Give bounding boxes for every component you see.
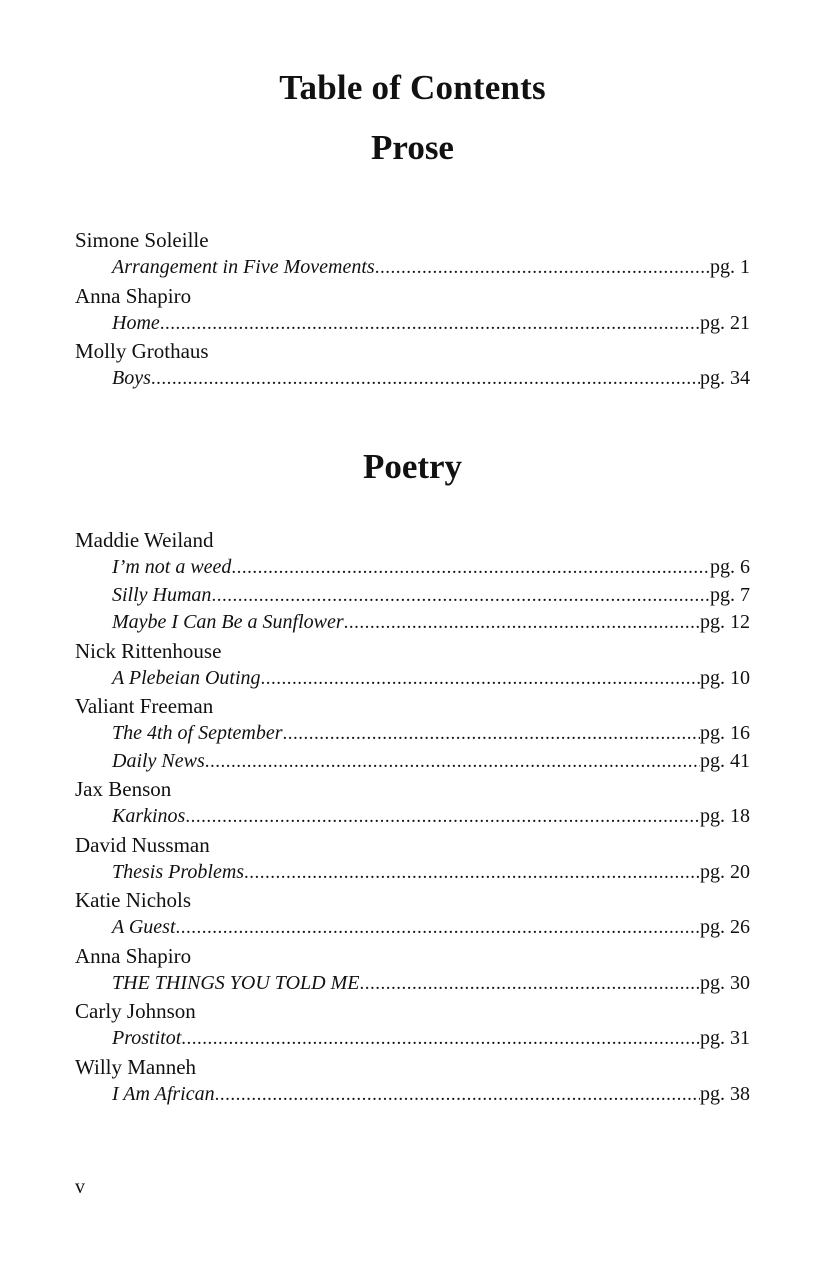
page-reference: pg. 10 <box>700 666 750 689</box>
author-name: Willy Manneh <box>75 1054 197 1079</box>
dot-leader <box>185 803 700 831</box>
page-reference: pg. 12 <box>700 611 750 633</box>
dot-leader <box>181 1025 700 1053</box>
work-title: Boys <box>112 367 151 389</box>
dot-leader <box>261 665 701 693</box>
page-reference: pg. 30 <box>700 971 750 994</box>
work-title: Home <box>112 311 160 334</box>
toc-entry[interactable] <box>75 748 750 776</box>
author-name: Carly Johnson <box>75 999 196 1023</box>
work-title: Arrangement in Five Movements <box>112 256 375 278</box>
toc-entry[interactable] <box>75 665 750 693</box>
work-title: Silly Human <box>112 583 212 606</box>
page-number: v <box>75 1176 85 1198</box>
page-reference: pg. 21 <box>700 311 750 334</box>
toc-entry[interactable] <box>75 720 750 748</box>
toc-entry[interactable] <box>75 970 750 998</box>
page-reference: pg. 18 <box>700 805 750 827</box>
page-reference: pg. 41 <box>700 749 750 772</box>
page-reference: pg. 6 <box>710 556 750 578</box>
poetry-list <box>75 526 750 1108</box>
dot-leader <box>283 720 700 748</box>
author-name: Jax Benson <box>75 777 172 801</box>
author-name: Maddie Weiland <box>75 528 214 552</box>
author-name: Anna Shapiro <box>75 943 192 968</box>
dot-leader <box>205 748 700 776</box>
dot-leader <box>211 582 710 610</box>
author-name: Valiant Freeman <box>75 694 214 718</box>
work-title: A Plebeian Outing <box>112 666 261 689</box>
work-title: Daily News <box>112 749 205 772</box>
toc-entry[interactable] <box>75 365 750 393</box>
toc-entry[interactable] <box>75 254 750 282</box>
section-heading-prose: Prose <box>371 128 454 167</box>
author-name: Katie Nichols <box>75 888 192 912</box>
page-reference: pg. 38 <box>700 1082 750 1105</box>
dot-leader <box>215 1081 700 1109</box>
author-name: Simone Soleille <box>75 228 209 252</box>
dot-leader <box>244 859 700 887</box>
page-reference: pg. 7 <box>710 583 750 606</box>
work-title: Karkinos <box>112 805 186 827</box>
author-name: Molly Grothaus <box>75 339 209 363</box>
toc-entry[interactable] <box>75 310 750 338</box>
work-title: Prostitot <box>112 1027 182 1049</box>
page-reference: pg. 26 <box>700 916 750 938</box>
page-reference: pg. 20 <box>700 860 750 883</box>
work-title: The 4th of September <box>112 722 283 744</box>
dot-leader <box>160 310 700 338</box>
page-reference: pg. 1 <box>710 256 750 278</box>
toc-entry[interactable] <box>75 914 750 942</box>
author-name: Nick Rittenhouse <box>75 638 222 663</box>
dot-leader <box>176 914 700 942</box>
author-name: David Nussman <box>75 832 210 857</box>
toc-entry[interactable] <box>75 1081 750 1109</box>
toc-entry[interactable] <box>75 554 750 582</box>
dot-leader <box>344 609 700 637</box>
section-heading-poetry: Poetry <box>362 447 463 486</box>
page-reference: pg. 31 <box>700 1027 750 1049</box>
dot-leader <box>151 365 700 393</box>
work-title: Maybe I Can Be a Sunflower <box>112 611 344 633</box>
toc-entry[interactable] <box>75 803 750 831</box>
page-reference: pg. 16 <box>700 722 750 744</box>
toc-entry[interactable] <box>75 1025 750 1053</box>
work-title: A Guest <box>112 916 176 938</box>
prose-list <box>75 226 750 393</box>
author-name: Anna Shapiro <box>75 283 192 308</box>
toc-entry[interactable] <box>75 859 750 887</box>
work-title: THE THINGS YOU TOLD ME <box>112 971 360 994</box>
dot-leader <box>375 254 710 282</box>
page-reference: pg. 34 <box>700 367 750 389</box>
dot-leader <box>231 554 710 582</box>
work-title: I’m not a weed <box>112 556 232 578</box>
dot-leader <box>359 970 700 998</box>
work-title: Thesis Problems <box>112 860 245 883</box>
work-title: I Am African <box>112 1082 215 1105</box>
page-title: Table of Contents <box>279 68 546 107</box>
toc-entry[interactable] <box>75 609 750 637</box>
toc-entry[interactable] <box>75 582 750 610</box>
